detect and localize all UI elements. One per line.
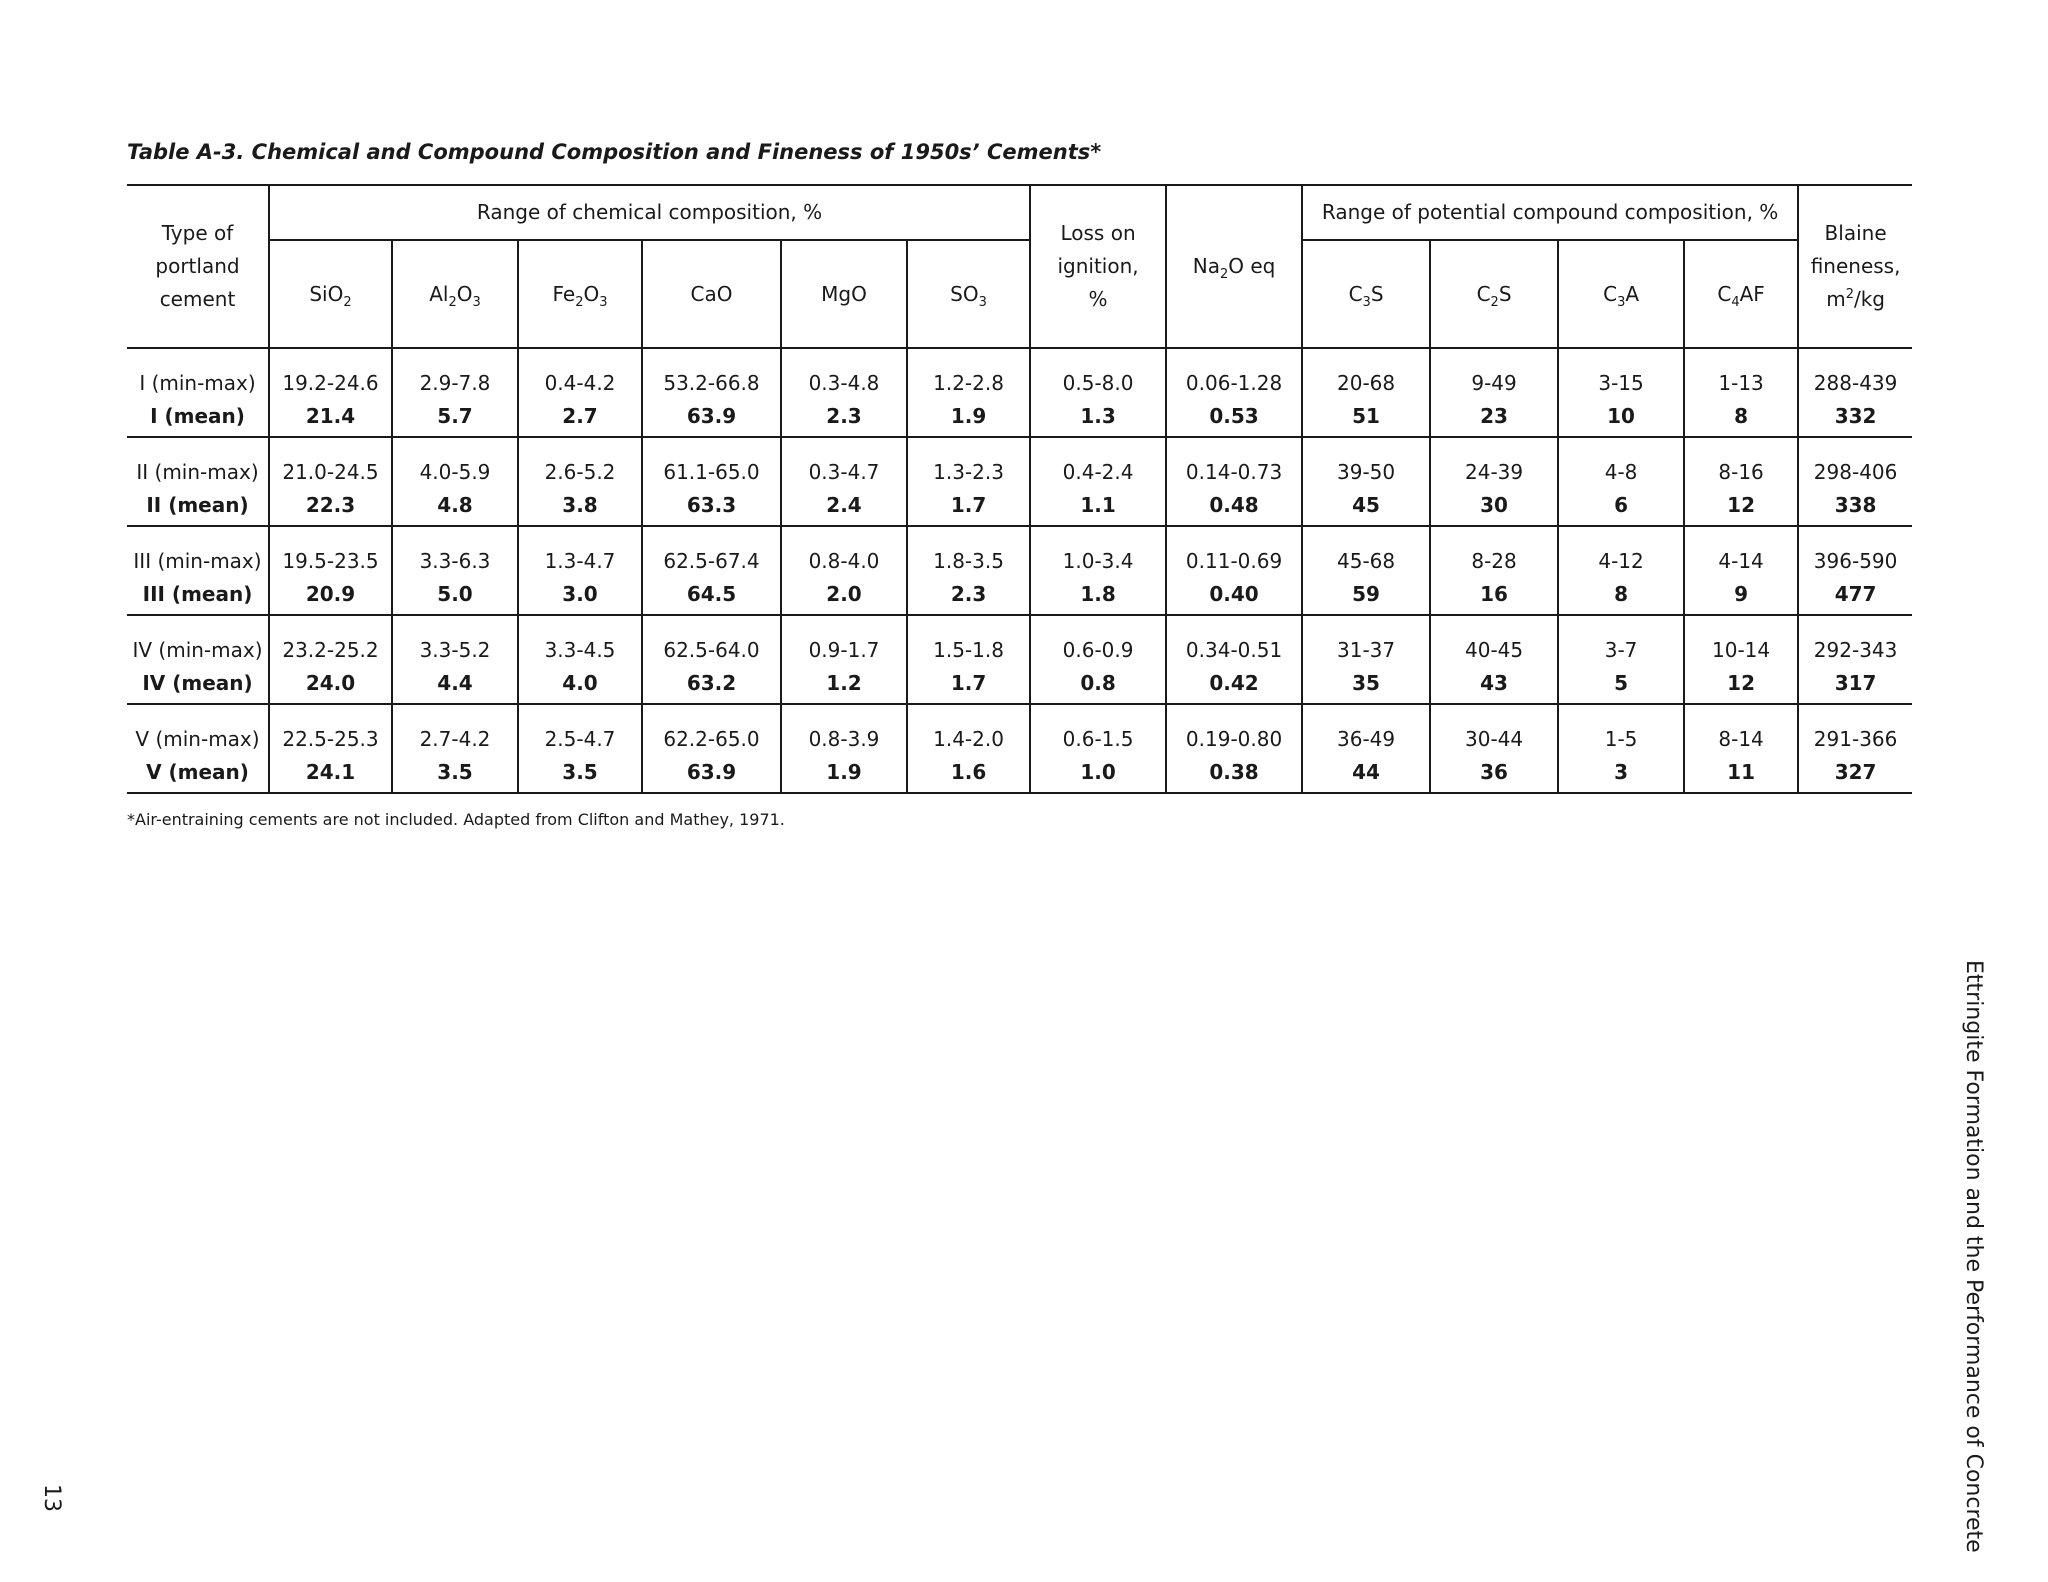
header-type-of-cement: Type of portland cement bbox=[127, 185, 269, 348]
header-c3s: $C_3S$ bbox=[1302, 240, 1430, 348]
table-cell: 40-45 bbox=[1430, 615, 1558, 667]
table-cell: 8 bbox=[1558, 578, 1684, 615]
row-label: I (min-max) bbox=[139, 371, 256, 395]
table-cell: 19.5-23.5 bbox=[269, 526, 392, 578]
table-cell: 0.4-2.4 bbox=[1030, 437, 1166, 489]
composition-table bbox=[127, 184, 1912, 794]
table-cell: 43 bbox=[1430, 667, 1558, 704]
table-cell: 12 bbox=[1684, 489, 1798, 526]
table-cell: 1.4-2.0 bbox=[907, 704, 1030, 756]
row-label: IV (mean) bbox=[127, 667, 269, 704]
table-cell: 62.2-65.0 bbox=[642, 704, 781, 756]
table-cell: 1.3-4.7 bbox=[518, 526, 642, 578]
header-so3: $SO_3$ bbox=[907, 240, 1030, 348]
table-cell: 10-14 bbox=[1684, 615, 1798, 667]
table-cell: 2.0 bbox=[781, 578, 907, 615]
table-cell: 0.6-1.5 bbox=[1030, 704, 1166, 756]
table-cell: 3.8 bbox=[518, 489, 642, 526]
table-cell: 9 bbox=[1684, 578, 1798, 615]
table-cell: 11 bbox=[1684, 756, 1798, 793]
header-column-row bbox=[127, 240, 1912, 348]
header-chemical-composition-group: Range of chemical composition, % bbox=[269, 185, 1030, 240]
table-cell: 477 bbox=[1798, 578, 1912, 615]
table-cell: 53.2-66.8 bbox=[642, 348, 781, 400]
header-blaine-fineness: Blaine fineness, $m^2/kg$ bbox=[1798, 185, 1912, 348]
table-cell: 61.1-65.0 bbox=[642, 437, 781, 489]
row-label: V (mean) bbox=[127, 756, 269, 793]
header-sio2: SiO$_2$ bbox=[269, 240, 392, 348]
table-cell: 338 bbox=[1798, 489, 1912, 526]
table-cell: 59 bbox=[1302, 578, 1430, 615]
table-cell: 44 bbox=[1302, 756, 1430, 793]
table-cell: 24.0 bbox=[269, 667, 392, 704]
table-cell: 4.0-5.9 bbox=[392, 437, 518, 489]
table-cell: 1.2 bbox=[781, 667, 907, 704]
row-label: II (mean) bbox=[127, 489, 269, 526]
running-title: Ettringite Formation and the Performance of Concrete bbox=[1961, 960, 1986, 1553]
table-cell: 0.38 bbox=[1166, 756, 1302, 793]
table-cell: 51 bbox=[1302, 400, 1430, 437]
table-cell: 45-68 bbox=[1302, 526, 1430, 578]
table-cell: 0.42 bbox=[1166, 667, 1302, 704]
table-cell: 0.48 bbox=[1166, 489, 1302, 526]
table-cell: 3 bbox=[1558, 756, 1684, 793]
header-cao: CaO bbox=[642, 240, 781, 348]
table-cell: 5 bbox=[1558, 667, 1684, 704]
table-cell: 63.9 bbox=[642, 756, 781, 793]
table-cell: 8-16 bbox=[1684, 437, 1798, 489]
table-cell: 1.3 bbox=[1030, 400, 1166, 437]
row-label: V (min-max) bbox=[135, 727, 260, 751]
table-cell: 24.1 bbox=[269, 756, 392, 793]
table-cell: 298-406 bbox=[1798, 437, 1912, 489]
table-cell: 1.5-1.8 bbox=[907, 615, 1030, 667]
table-cell: 1.7 bbox=[907, 489, 1030, 526]
table-cell: 2.6-5.2 bbox=[518, 437, 642, 489]
table-cell: 2.7 bbox=[518, 400, 642, 437]
table-cell: 327 bbox=[1798, 756, 1912, 793]
table-cell: 1.6 bbox=[907, 756, 1030, 793]
table-cell: 22.5-25.3 bbox=[269, 704, 392, 756]
table-cell: 292-343 bbox=[1798, 615, 1912, 667]
table-cell: 4-12 bbox=[1558, 526, 1684, 578]
table-cell: 288-439 bbox=[1798, 348, 1912, 400]
table-cell: 36 bbox=[1430, 756, 1558, 793]
table-cell: 45 bbox=[1302, 489, 1430, 526]
table-cell: 3.3-6.3 bbox=[392, 526, 518, 578]
table-cell: 23 bbox=[1430, 400, 1558, 437]
table-cell: 1.9 bbox=[781, 756, 907, 793]
header-c4af: $C_4AF$ bbox=[1684, 240, 1798, 348]
table-cell: 1.1 bbox=[1030, 489, 1166, 526]
table-row bbox=[127, 489, 1912, 526]
table-cell: 0.5-8.0 bbox=[1030, 348, 1166, 400]
table-cell: 35 bbox=[1302, 667, 1430, 704]
table-cell: 332 bbox=[1798, 400, 1912, 437]
table-cell: 0.19-0.80 bbox=[1166, 704, 1302, 756]
table-cell: 8 bbox=[1684, 400, 1798, 437]
table-cell: 16 bbox=[1430, 578, 1558, 615]
table-cell: 1.7 bbox=[907, 667, 1030, 704]
table-cell: 22.3 bbox=[269, 489, 392, 526]
header-loss-on-ignition: Loss on ignition, % bbox=[1030, 185, 1166, 348]
table-cell: 20.9 bbox=[269, 578, 392, 615]
row-label: III (min-max) bbox=[133, 549, 262, 573]
table-cell: 4.4 bbox=[392, 667, 518, 704]
table-cell: 1.9 bbox=[907, 400, 1030, 437]
table-cell: 21.4 bbox=[269, 400, 392, 437]
table-cell: 1-13 bbox=[1684, 348, 1798, 400]
table-cell: 0.9-1.7 bbox=[781, 615, 907, 667]
table-cell: 4.8 bbox=[392, 489, 518, 526]
table-cell: 4-14 bbox=[1684, 526, 1798, 578]
table-cell: 0.8 bbox=[1030, 667, 1166, 704]
table-cell: 3.3-5.2 bbox=[392, 615, 518, 667]
table-cell: 8-14 bbox=[1684, 704, 1798, 756]
table-cell: 3-15 bbox=[1558, 348, 1684, 400]
row-label: I (mean) bbox=[127, 400, 269, 437]
row-label: IV (min-max) bbox=[132, 638, 263, 662]
table-cell: 6 bbox=[1558, 489, 1684, 526]
table-cell: 1.2-2.8 bbox=[907, 348, 1030, 400]
header-mgo: MgO bbox=[781, 240, 907, 348]
header-na2o-eq: $Na_2O$ eq bbox=[1166, 185, 1302, 348]
table-cell: 0.8-4.0 bbox=[781, 526, 907, 578]
table-cell: 2.9-7.8 bbox=[392, 348, 518, 400]
table-cell: 2.3 bbox=[907, 578, 1030, 615]
table-cell: 291-366 bbox=[1798, 704, 1912, 756]
header-c3a: $C_3A$ bbox=[1558, 240, 1684, 348]
table-cell: 0.3-4.8 bbox=[781, 348, 907, 400]
table-cell: 10 bbox=[1558, 400, 1684, 437]
table-cell: 20-68 bbox=[1302, 348, 1430, 400]
table-cell: 24-39 bbox=[1430, 437, 1558, 489]
table-cell: 0.53 bbox=[1166, 400, 1302, 437]
table-cell: 0.40 bbox=[1166, 578, 1302, 615]
table-cell: 3.5 bbox=[518, 756, 642, 793]
table-cell: 0.06-1.28 bbox=[1166, 348, 1302, 400]
table-cell: 4-8 bbox=[1558, 437, 1684, 489]
table-cell: 2.5-4.7 bbox=[518, 704, 642, 756]
table-cell: 0.8-3.9 bbox=[781, 704, 907, 756]
table-row bbox=[127, 578, 1912, 615]
table-cell: 1-5 bbox=[1558, 704, 1684, 756]
table-cell: 0.3-4.7 bbox=[781, 437, 907, 489]
table-cell: 5.7 bbox=[392, 400, 518, 437]
header-al2o3: $Al_2O_3$ bbox=[392, 240, 518, 348]
table-row bbox=[127, 667, 1912, 704]
table-cell: 9-49 bbox=[1430, 348, 1558, 400]
table-body bbox=[127, 348, 1912, 793]
table-cell: 3-7 bbox=[1558, 615, 1684, 667]
table-caption: Table A-3. Chemical and Compound Composition and Fineness of 1950s’ Cements* bbox=[127, 140, 1102, 164]
row-label: II (min-max) bbox=[136, 460, 259, 484]
table-cell: 1.0-3.4 bbox=[1030, 526, 1166, 578]
table-cell: 63.2 bbox=[642, 667, 781, 704]
table-cell: 1.3-2.3 bbox=[907, 437, 1030, 489]
page-number: 13 bbox=[39, 1484, 64, 1512]
table-row bbox=[127, 615, 1912, 667]
table-cell: 1.8 bbox=[1030, 578, 1166, 615]
table-row bbox=[127, 348, 1912, 400]
table-cell: 3.0 bbox=[518, 578, 642, 615]
table-cell: 30-44 bbox=[1430, 704, 1558, 756]
table-footnote: *Air-entraining cements are not included. Adapted from Clifton and Mathey, 1971. bbox=[127, 810, 785, 829]
table-row bbox=[127, 400, 1912, 437]
table-cell: 0.11-0.69 bbox=[1166, 526, 1302, 578]
table-cell: 2.7-4.2 bbox=[392, 704, 518, 756]
row-label: III (mean) bbox=[127, 578, 269, 615]
header-c2s: $C_2S$ bbox=[1430, 240, 1558, 348]
table-cell: 3.5 bbox=[392, 756, 518, 793]
table-cell: 62.5-67.4 bbox=[642, 526, 781, 578]
table-cell: 0.6-0.9 bbox=[1030, 615, 1166, 667]
table-cell: 64.5 bbox=[642, 578, 781, 615]
header-compound-composition-group: Range of potential compound composition, % bbox=[1302, 185, 1798, 240]
table-cell: 2.4 bbox=[781, 489, 907, 526]
table-row bbox=[127, 704, 1912, 756]
table-cell: 62.5-64.0 bbox=[642, 615, 781, 667]
table-cell: 317 bbox=[1798, 667, 1912, 704]
table-cell: 39-50 bbox=[1302, 437, 1430, 489]
blaine-unit: $m^2/kg$ bbox=[1826, 287, 1885, 311]
table-row bbox=[127, 756, 1912, 793]
table-row bbox=[127, 437, 1912, 489]
table-cell: 8-28 bbox=[1430, 526, 1558, 578]
table-cell: 396-590 bbox=[1798, 526, 1912, 578]
table-cell: 4.0 bbox=[518, 667, 642, 704]
table-cell: 23.2-25.2 bbox=[269, 615, 392, 667]
table-cell: 0.34-0.51 bbox=[1166, 615, 1302, 667]
table-cell: 36-49 bbox=[1302, 704, 1430, 756]
table-cell: 3.3-4.5 bbox=[518, 615, 642, 667]
table-cell: 30 bbox=[1430, 489, 1558, 526]
table-row bbox=[127, 526, 1912, 578]
table-cell: 31-37 bbox=[1302, 615, 1430, 667]
table-cell: 21.0-24.5 bbox=[269, 437, 392, 489]
table-cell: 63.9 bbox=[642, 400, 781, 437]
table-cell: 5.0 bbox=[392, 578, 518, 615]
table-cell: 2.3 bbox=[781, 400, 907, 437]
table-cell: 1.8-3.5 bbox=[907, 526, 1030, 578]
table-cell: 12 bbox=[1684, 667, 1798, 704]
table-cell: 0.4-4.2 bbox=[518, 348, 642, 400]
table-cell: 0.14-0.73 bbox=[1166, 437, 1302, 489]
header-group-row bbox=[127, 185, 1912, 240]
table-cell: 19.2-24.6 bbox=[269, 348, 392, 400]
table-cell: 63.3 bbox=[642, 489, 781, 526]
table-cell: 1.0 bbox=[1030, 756, 1166, 793]
header-fe2o3: $Fe_2O_3$ bbox=[518, 240, 642, 348]
